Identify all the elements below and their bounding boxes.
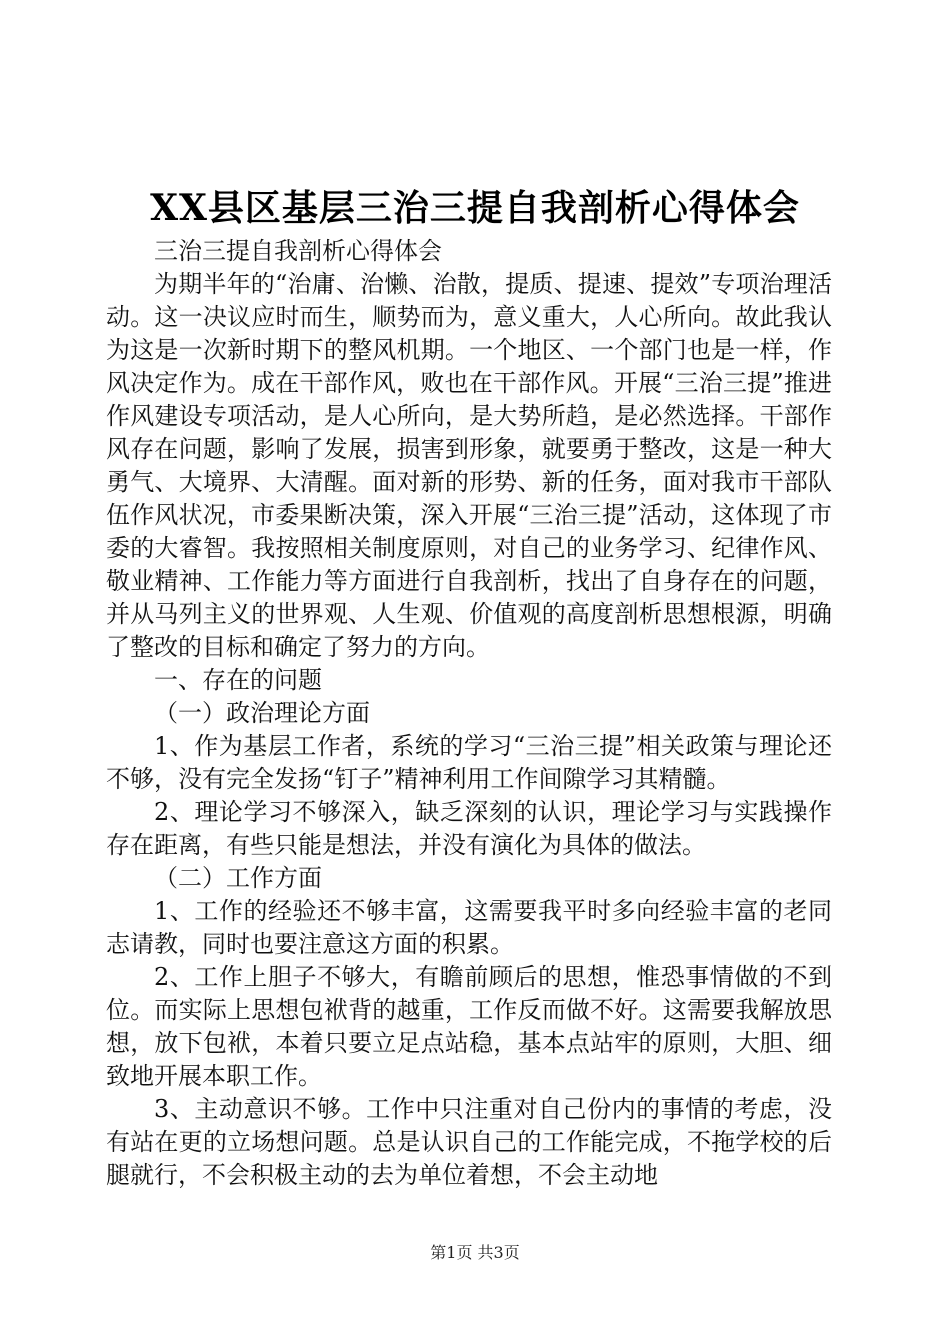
page-footer: 第1页 共3页: [430, 1243, 520, 1262]
document-body: [106, 235, 832, 1192]
paragraph-subtitle: 三治三提自我剖析心得体会: [154, 237, 442, 265]
document-title: XX县区基层三治三提自我剖析心得体会: [150, 187, 800, 229]
paragraph-intro: 为期半年的“治庸、治懒、治散，提质、提速、提效”专项治理活动。这一决议应时而生，顺势而为，意义重大，人心所向。故此我认为这是一次新时期下的整风机期。一个地区、一个部门也是一样，作风决定作为。成在干部作风，败也在干部作风。开展“三治三提”推进作风建设专项活动，是人心所向，是大势所趋，是必然选择。干部作风存在问题，影响了发展，损害到形象，就要勇于整改，这是一种大勇气、大境界、大清醒。面对新的形势、新的任务，面对我市干部队伍作风状况，市委果断决策，深入开展“三治三提”活动，这体现了市委的大睿智。我按照相关制度原则，对自己的业务学习、纪律作风、敬业精神、工作能力等方面进行自我剖析，找出了自身存在的问题，并从马列主义的世界观、人生观、价值观的高度剖析思想根源，明确了整改的目标和确定了努力的方向。: [106, 270, 832, 661]
paragraph-theory-1: 1、作为基层工作者，系统的学习“三治三提”相关政策与理论还不够，没有完全发扬“钉子”精神利用工作间隙学习其精髓。: [106, 732, 832, 793]
paragraph-work-3: 3、主动意识不够。工作中只注重对自己份内的事情的考虑，没有站在更的立场想问题。总是认识自己的工作能完成，不拖学校的后腿就行，不会积极主动的去为单位着想，不会主动地: [106, 1095, 832, 1189]
paragraph-work-1: 1、工作的经验还不够丰富，这需要我平时多向经验丰富的老同志请教，同时也要注意这方面的积累。: [106, 897, 832, 958]
paragraph-work-2: 2、工作上胆子不够大，有瞻前顾后的思想，惟恐事情做的不到位。而实际上思想包袱背的越重，工作反而做不好。这需要我解放思想，放下包袱，本着只要立足点站稳，基本点站牢的原则，大胆、细致地开展本职工作。: [106, 963, 832, 1090]
section-heading-problems: 一、存在的问题: [154, 666, 322, 694]
subsection-heading-work: （二）工作方面: [154, 864, 322, 892]
subsection-heading-theory: （一）政治理论方面: [154, 699, 370, 727]
paragraph-theory-2: 2、理论学习不够深入，缺乏深刻的认识，理论学习与实践操作存在距离，有些只能是想法，并没有演化为具体的做法。: [106, 798, 832, 859]
